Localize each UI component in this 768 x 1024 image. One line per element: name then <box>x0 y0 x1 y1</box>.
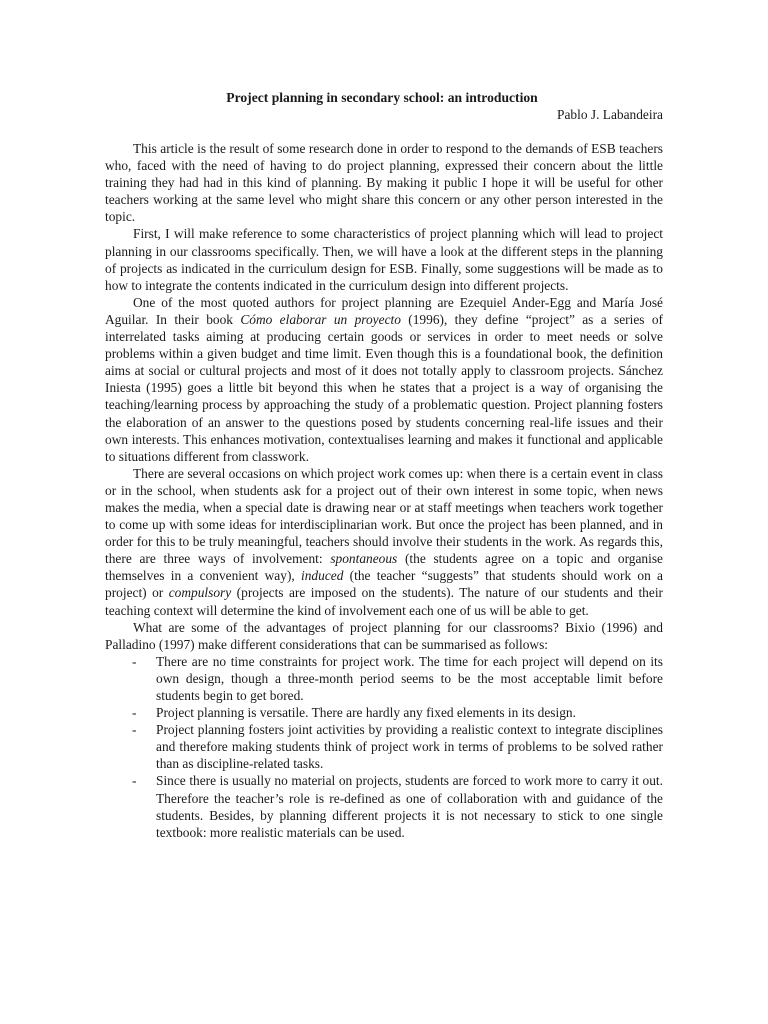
paragraph-1: This article is the result of some research done in order to respond to the demands of ESB teachers who, faced with the need of having to do project planning, expressed their concern about the little training they had had in this kind of planning. By making it public I hope it will be useful for other teachers working at the same level who might share this concern or any other person interested in the topic. <box>105 141 663 225</box>
document-author: Pablo J. Labandeira <box>557 107 663 122</box>
paragraph-5: What are some of the advantages of project planning for our classrooms? Bixio (1996) and Palladino (1997) make different considerations that can be summarised as follows: <box>105 619 663 652</box>
bullet-marker: - <box>132 722 137 738</box>
list-item <box>105 653 663 704</box>
bullet-marker: - <box>132 653 137 669</box>
paragraph-3-text-a: One of the most quoted authors for project planning are Ezequiel Ander-Egg and María José Aguilar. In their book <box>105 294 663 327</box>
paragraph-3 <box>105 294 663 465</box>
list-item-text: There are no time constraints for project work. The time for each project will depend on its own design, though a three-month period seems to be the most acceptable limit before students begin to get bored. <box>156 653 663 703</box>
term-induced: induced <box>301 568 344 584</box>
list-item-text: Project planning fosters joint activities by providing a realistic context to integrate disciplines and therefore making students think of project work in terms of problems to be solved rather than as discipline-related tasks. <box>156 722 663 772</box>
document-title: Project planning in secondary school: an introduction <box>226 90 538 105</box>
paragraph-4 <box>105 465 663 619</box>
paragraph-2: First, I will make reference to some characteristics of project planning which will lead to project planning in our classrooms specifically. Then, we will have a look at the different steps in the planning of projects as indicated in the curriculum design for ESB. Finally, some suggestions will be made as to how to integrate the contents indicated in the curriculum design into different projects. <box>105 226 663 293</box>
list-item <box>105 704 663 721</box>
list-item-text: Project planning is versatile. There are hardly any fixed elements in its design. <box>156 705 576 721</box>
paragraph-4-text-a: There are several occasions on which project work comes up: when there is a certain event in class or in the school, when students ask for a project out of their own interest in some topic, when news makes the media, when a special date is drawing near or at staff meetings when teachers work together to come up with some ideas for interdisciplinarian work. But once the project has been planned, and in order for this to be truly meaningful, teachers should involve their students in the work. As regards this, there are three ways of involvement: <box>105 465 663 567</box>
term-spontaneous: spontaneous <box>330 551 398 567</box>
advantages-list <box>105 653 663 841</box>
paragraph-3-text-b: (1996), they define “project” as a series of interrelated tasks aiming at producing certain goods or services in order to meet needs or solve problems within a given budget and time limit. Even though this is a foundational book, the definition aims at social or cultural projects and most of it does not totally apply to classroom projects. Sánchez Iniesta (1995) goes a little bit beyond this when he states that a project is a way of organising the teaching/learning process by approaching the study of a problematic question. Project planning fosters the elaboration of an answer to the questions posed by students concerning real-life issues and their own interests. This enhances motivation, contextualises learning and makes it functional and applicable to situations different from classwork. <box>105 311 663 464</box>
paragraph-4-text-d: (projects are imposed on the students). The nature of our students and their teaching context will determine the kind of involvement each one of us will be able to get. <box>105 585 663 618</box>
bullet-marker: - <box>132 773 137 789</box>
book-title: Cómo elaborar un proyecto <box>240 311 401 327</box>
list-item <box>105 772 663 840</box>
list-item-text: Since there is usually no material on projects, students are forced to work more to carry it out. Therefore the teacher’s role is re-defined as one of collaboration with and guidance of the students. Besides, by planning different projects it is not necessary to stick to one single textbook: more realistic materials can be used. <box>156 773 663 840</box>
paragraph-4-text-c: (the teacher “suggests” that students should work on a project) or <box>105 568 663 601</box>
paragraph-4-text-b: (the students agree on a topic and organise themselves in a convenient way), <box>105 551 664 584</box>
list-item <box>105 721 663 772</box>
bullet-marker: - <box>132 705 137 721</box>
term-compulsory: compulsory <box>168 585 232 601</box>
